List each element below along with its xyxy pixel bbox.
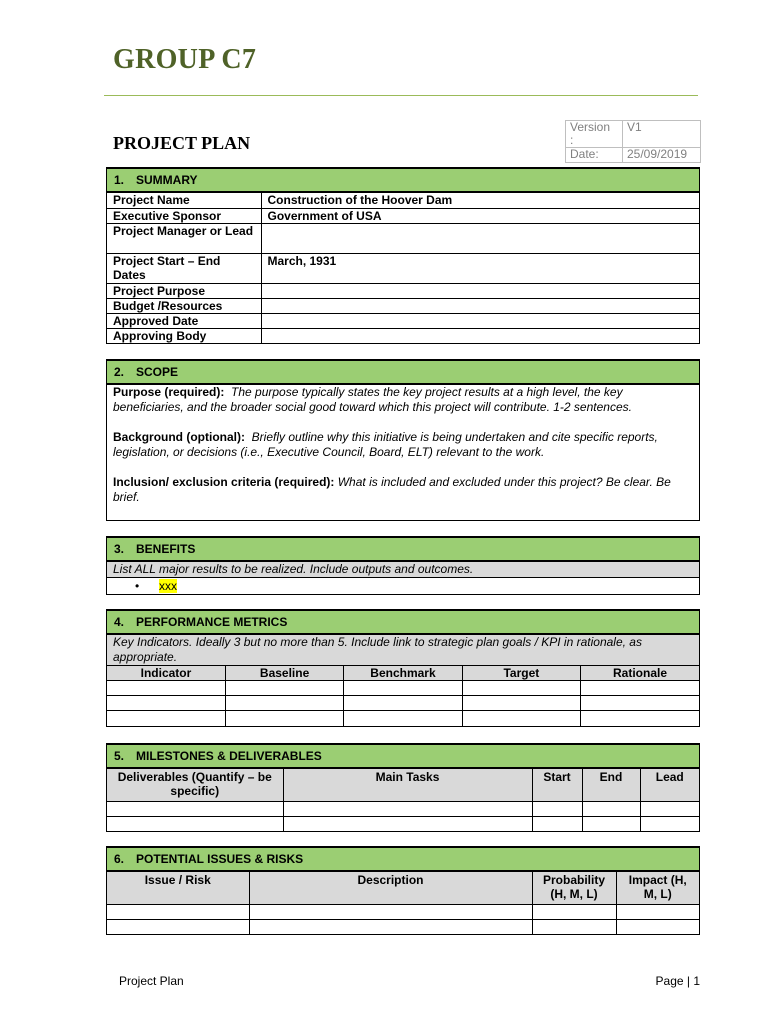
date-label: Date: [566,148,623,163]
column-header: Rationale [581,666,699,681]
column-header: Baseline [225,666,343,681]
page-title: PROJECT PLAN [113,133,251,153]
table-cell[interactable] [225,711,343,726]
version-value: V1 [623,121,701,148]
table-cell[interactable] [640,801,699,816]
table-cell[interactable] [107,801,283,816]
column-header: Impact (H, M, L) [616,872,699,904]
background-label: Background (optional): [113,430,245,444]
column-header: Description [249,872,532,904]
column-header: Target [462,666,580,681]
scope-purpose [113,385,693,415]
column-header: Indicator [107,666,225,681]
table-cell[interactable] [283,816,532,831]
date-value: 25/09/2019 [623,148,701,163]
section-title: PERFORMANCE METRICS [136,615,288,629]
section-header [107,538,699,562]
column-header: Lead [640,769,699,801]
section-number: 2. [114,365,125,379]
column-header: End [582,769,640,801]
column-header: Deliverables (Quantify – be specific) [107,769,283,801]
table-cell[interactable] [344,681,462,696]
section-header [107,361,699,385]
table-cell[interactable] [225,696,343,711]
group-title: GROUP C7 [113,44,257,75]
metrics-note: Key Indicators. Ideally 3 but no more than 5. Include link to strategic plan goals / KPI in rationale, as appropriate. [107,635,699,665]
table-row [107,904,699,919]
table-cell[interactable] [640,816,699,831]
column-header: Issue / Risk [107,872,249,904]
table-cell[interactable] [616,904,699,919]
table-cell[interactable] [532,816,582,831]
table-cell[interactable] [616,919,699,934]
purpose-label: Purpose (required): [113,385,225,399]
title-divider [104,95,698,96]
inclusion-text: What is included and excluded under this project? Be clear. Be brief. [113,475,671,504]
table-cell[interactable] [532,904,616,919]
table-cell[interactable] [107,919,249,934]
summary-value: Construction of the Hoover Dam [261,193,699,208]
table-cell[interactable] [107,816,283,831]
table-cell[interactable] [581,711,699,726]
table-cell[interactable] [532,801,582,816]
section-number: 5. [114,749,125,763]
section-title: MILESTONES & DELIVERABLES [136,749,322,763]
section-number: 3. [114,542,125,556]
table-row [107,696,699,711]
summary-label: Budget /Resources [107,298,261,313]
benefits-note: List ALL major results to be realized. Include outputs and outcomes. [107,562,699,578]
summary-value [261,298,699,313]
table-cell[interactable] [581,681,699,696]
table-row [107,919,699,934]
scope-background [113,430,693,460]
table-row [107,681,699,696]
summary-value [261,223,699,253]
table-cell[interactable] [462,681,580,696]
summary-value: Government of USA [261,208,699,223]
page-number: Page | 1 [655,974,700,988]
version-table [565,120,701,163]
bullet-icon: • [135,579,140,593]
section-header [107,848,699,872]
footer-title: Project Plan [119,974,184,988]
benefits-section [106,536,700,595]
inclusion-label: Inclusion/ exclusion criteria (required): [113,475,335,489]
summary-label: Project Manager or Lead [107,223,261,253]
table-row [107,711,699,726]
summary-label: Executive Sponsor [107,208,261,223]
column-header: Benchmark [344,666,462,681]
milestones-table [107,769,699,831]
table-cell[interactable] [582,801,640,816]
scope-section [106,359,700,521]
summary-label: Project Purpose [107,283,261,298]
summary-label: Approving Body [107,328,261,343]
version-label: Version : [566,121,623,148]
metrics-section [106,609,700,727]
section-header [107,169,699,193]
scope-body [107,385,699,519]
table-row [107,801,699,816]
table-cell[interactable] [344,696,462,711]
milestones-section [106,743,700,832]
table-cell[interactable] [249,904,532,919]
section-number: 4. [114,615,125,629]
summary-value [261,283,699,298]
summary-value: March, 1931 [261,253,699,283]
section-header [107,611,699,635]
column-header: Start [532,769,582,801]
section-number: 6. [114,852,125,866]
section-title: BENEFITS [136,542,196,556]
table-cell[interactable] [107,681,225,696]
table-cell[interactable] [344,711,462,726]
section-title: SUMMARY [136,173,198,187]
column-header: Probability (H, M, L) [532,872,616,904]
table-cell[interactable] [249,919,532,934]
summary-label: Approved Date [107,313,261,328]
table-cell[interactable] [462,711,580,726]
benefit-item: xxx [159,579,177,593]
table-row [107,816,699,831]
summary-section [106,167,700,344]
table-cell[interactable] [582,816,640,831]
table-cell[interactable] [107,904,249,919]
table-cell[interactable] [462,696,580,711]
table-cell[interactable] [283,801,532,816]
risks-section [106,846,700,935]
list-item [107,578,699,594]
column-header: Main Tasks [283,769,532,801]
section-title: SCOPE [136,365,179,379]
summary-label: Project Start – End Dates [107,253,261,283]
section-number: 1. [114,173,125,187]
summary-table [107,193,699,343]
purpose-text: The purpose typically states the key project results at a high level, the key beneficiaries, and the broader social good toward which this project will contribute. 1-2 sentences. [113,385,632,414]
risks-table [107,872,699,934]
section-header [107,745,699,769]
table-cell[interactable] [107,711,225,726]
summary-value [261,313,699,328]
section-title: POTENTIAL ISSUES & RISKS [136,852,304,866]
scope-inclusion [113,475,693,505]
metrics-table [107,665,699,726]
table-cell[interactable] [532,919,616,934]
background-text: Briefly outline why this initiative is being undertaken and cite specific reports, legislation, or decisions (i.e., Executive Council, Board, ELT) relevant to the work. [113,430,658,459]
summary-label: Project Name [107,193,261,208]
table-cell[interactable] [225,681,343,696]
table-cell[interactable] [107,696,225,711]
summary-value [261,328,699,343]
table-cell[interactable] [581,696,699,711]
